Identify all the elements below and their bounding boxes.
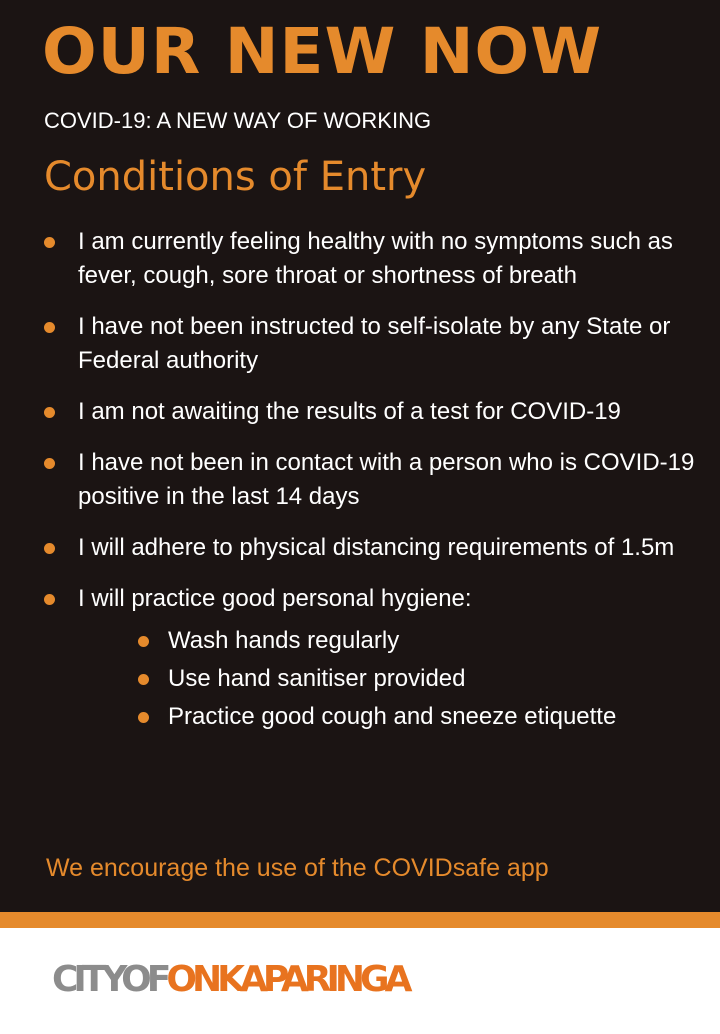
hygiene-item <box>138 624 704 658</box>
condition-text: I am currently feeling healthy with no symptoms such as fever, cough, sore throat or shortness of breath <box>78 228 673 289</box>
orange-divider <box>0 912 720 928</box>
hygiene-item <box>138 662 704 696</box>
condition-item <box>44 446 704 514</box>
hygiene-item <box>138 700 704 734</box>
bullet-icon <box>44 543 55 554</box>
headline: OUR NEW NOW <box>42 15 603 88</box>
conditions-list <box>44 225 704 751</box>
bullet-icon <box>138 712 149 723</box>
logo-name-text: ONKAPARINGA <box>166 959 408 1000</box>
condition-item <box>44 310 704 378</box>
condition-text: I will practice good personal hygiene: <box>78 585 472 612</box>
hygiene-text: Wash hands regularly <box>168 627 400 654</box>
hygiene-text: Practice good cough and sneeze etiquette <box>168 703 617 730</box>
covidsafe-note: We encourage the use of the COVIDsafe app <box>46 854 549 882</box>
hygiene-text: Use hand sanitiser provided <box>168 665 466 692</box>
bullet-icon <box>138 636 149 647</box>
section-title: Conditions of Entry <box>44 154 427 200</box>
condition-text: I will adhere to physical distancing requirements of 1.5m <box>78 534 675 561</box>
bullet-icon <box>44 322 55 333</box>
condition-text: I have not been instructed to self-isolate by any State or Federal authority <box>78 313 671 374</box>
condition-item <box>44 225 704 293</box>
condition-text: I am not awaiting the results of a test for COVID-19 <box>78 398 621 425</box>
bullet-icon <box>138 674 149 685</box>
condition-item-hygiene <box>44 582 704 734</box>
hygiene-list <box>138 624 704 734</box>
bullet-icon <box>44 594 55 605</box>
logo-city-text: CITYOF <box>52 959 167 1000</box>
bullet-icon <box>44 458 55 469</box>
condition-text: I have not been in contact with a person who is COVID-19 positive in the last 14 days <box>78 449 695 510</box>
subheading: COVID-19: A NEW WAY OF WORKING <box>44 108 432 133</box>
condition-item <box>44 531 704 565</box>
condition-item <box>44 395 704 429</box>
bullet-icon <box>44 407 55 418</box>
bullet-icon <box>44 237 55 248</box>
city-of-onkaparinga-logo <box>52 959 408 1000</box>
